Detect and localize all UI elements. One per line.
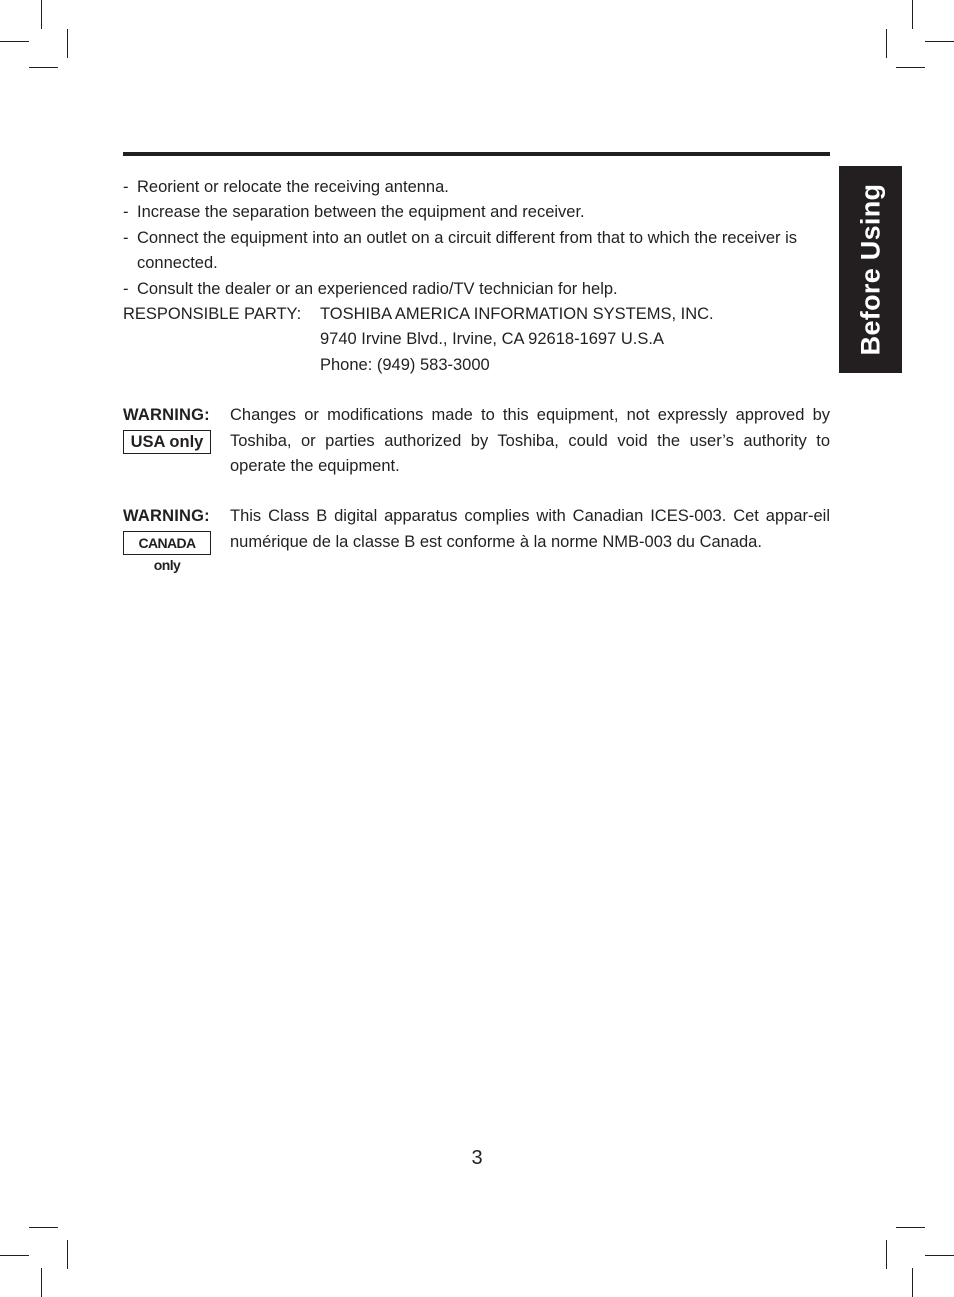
warning-label: WARNING: — [123, 406, 210, 425]
region-badge: USA only — [123, 430, 211, 454]
warning-canada — [123, 504, 830, 578]
crop-mark — [0, 1255, 29, 1256]
list-item — [123, 277, 830, 302]
section-tab-label: Before Using — [855, 183, 885, 356]
responsible-party-details — [320, 302, 714, 378]
warning-label-block — [123, 403, 230, 479]
region-badge: CANADA only — [123, 531, 211, 555]
warning-text: Changes or modifications made to this equipment, not expressly approved by Toshiba, or parties authorized by Toshiba, could void the user’s authority to operate the equipment. — [230, 406, 830, 476]
crop-mark — [896, 1227, 925, 1228]
list-item — [123, 200, 830, 225]
list-item — [123, 226, 830, 277]
top-rule — [123, 152, 830, 156]
list-item-text: Increase the separation between the equipment and receiver. — [137, 203, 585, 222]
crop-mark — [912, 1268, 913, 1297]
bullet-marker: - — [123, 279, 129, 298]
crop-mark — [67, 29, 68, 58]
warning-usa — [123, 403, 830, 479]
crop-mark — [41, 1268, 42, 1297]
company-phone: Phone: (949) 583-3000 — [320, 355, 490, 374]
crop-mark — [886, 1240, 887, 1269]
bullet-marker: - — [123, 178, 129, 196]
page-content — [123, 175, 830, 578]
bullet-marker: - — [123, 228, 129, 247]
warning-label-block — [123, 504, 230, 578]
crop-mark — [29, 67, 58, 68]
list-item-text: Consult the dealer or an experienced radio/TV technician for help. — [137, 279, 618, 298]
list-item — [123, 175, 830, 200]
crop-mark — [41, 0, 42, 29]
crop-mark — [0, 41, 29, 42]
responsible-party-label: RESPONSIBLE PARTY: — [123, 305, 302, 324]
warning-text: This Class B digital apparatus complies with Canadian ICES-003. Cet appar-eil numérique de la classe B est conforme à la norme NMB-003 du Canada. — [230, 507, 830, 551]
page-number: 3 — [471, 1147, 483, 1169]
crop-mark — [896, 67, 925, 68]
list-item-text: Reorient or relocate the receiving antenna. — [137, 178, 449, 196]
crop-mark — [912, 0, 913, 29]
responsible-party — [123, 302, 830, 378]
company-name: TOSHIBA AMERICA INFORMATION SYSTEMS, INC. — [320, 305, 714, 324]
crop-mark — [925, 41, 954, 42]
crop-mark — [925, 1255, 954, 1256]
bullet-marker: - — [123, 203, 129, 222]
crop-mark — [67, 1240, 68, 1269]
crop-mark — [886, 29, 887, 58]
crop-mark — [29, 1227, 58, 1228]
warning-label: WARNING: — [123, 507, 210, 526]
section-tab — [839, 166, 902, 373]
company-address: 9740 Irvine Blvd., Irvine, CA 92618-1697 U.S.A — [320, 330, 664, 349]
list-item-text: Connect the equipment into an outlet on a circuit different from that to which the receiver is connected. — [137, 228, 798, 273]
